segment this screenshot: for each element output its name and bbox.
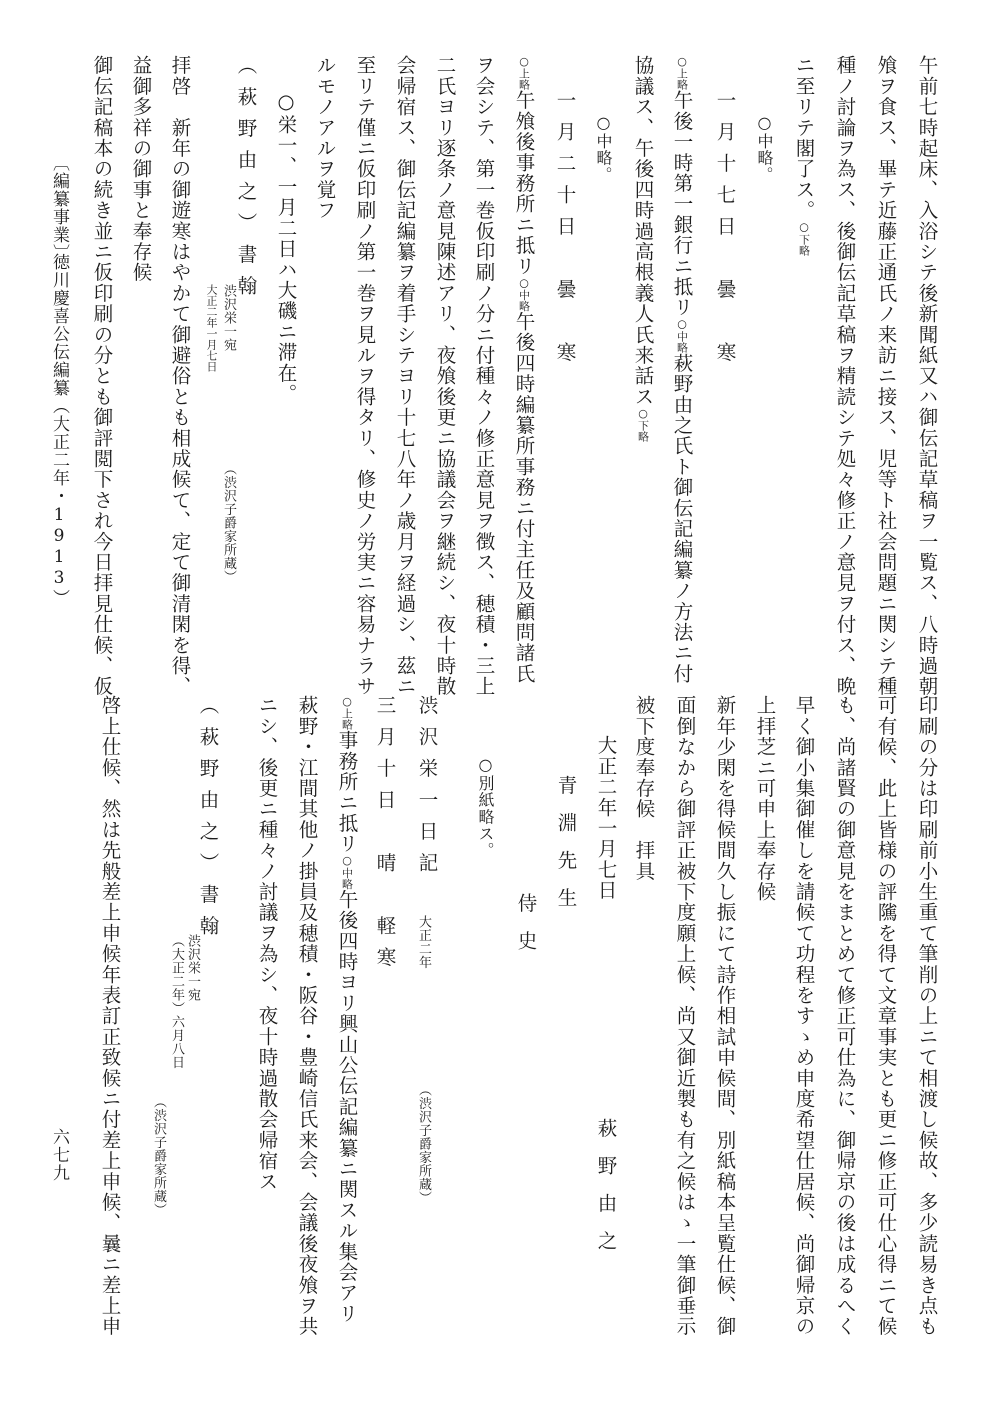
diary-year: 大正二年 [416,915,431,969]
text-column: 御伝記稿本の続き並ニ仮印刷の分とも御評閲下され今日拝見仕候、仮 [90,55,114,697]
omission-mark: ○上略 [340,695,354,730]
text-column: 可有候、此上皆様の評隲を得て文章事実とも更ニ修正可仕心得ニて候 [874,695,898,1337]
letter-honorific: 侍史 [514,893,538,968]
omission-mark: ○中略 [340,854,354,890]
text-column: も、尚諸賢の御意見をまとめて修正可仕為に、御帰京の後は成るへく [833,695,857,1337]
text-column: 早く御小集御催しを請候て功程をすゝめ申度希望仕居候、尚御帰京の [792,695,816,1337]
text-column: 面倒なから御評正被下度願上候、尚又御近製も有之候はゝ一筆御垂示 [673,695,697,1337]
letter-heading: （萩野由之）書翰 [234,55,258,307]
text-column [672,55,692,684]
running-header-section: 〔編纂事業〕 [49,154,69,262]
letter-date-line: 大正二年一月七日 [594,735,618,901]
text-column: 飧ヲ食ス、畢テ近藤正通氏ノ来訪ニ接ス、児等ト社会問題ニ関シテ種 [874,55,898,697]
text-column: 被下度奉存候 拝具 [632,695,656,882]
text-column: 益御多祥の御事と奉存候 [129,55,153,283]
text-column [514,55,534,684]
text-fragment: 事務所ニ抵リ [335,730,359,855]
omission-mark: ○下略 [797,220,811,256]
text-fragment: 午後四時ヨリ興山公伝記編纂ニ関スル集会アリ [335,889,359,1324]
text-column: ヲ会シテ、第一巻仮印刷ノ分ニ付種々ノ修正意見ヲ徴ス、穂積・三上 [472,55,496,697]
text-fragment: 萩野由之氏ト御伝記編纂ノ方法ニ付 [670,352,694,684]
text-column [337,695,357,1324]
text-column: 印刷の分は印刷前小生重て筆削の上ニて相渡し候故、多少読易き点も [915,695,939,1337]
text-column: 新年少閑を得候間久し振にて詩作相試申候間、別紙稿本呈覧仕候、御 [713,695,737,1337]
text-column: 種ノ討論ヲ為ス、後御伝記草稿ヲ精読シテ処々修正ノ意見ヲ付ス、晩 [833,55,857,697]
note-line: ○栄一、一月二日ハ大磯ニ滞在。 [274,90,298,404]
text-column: 啓上仕候、然は先般差上申候年表訂正致候ニ付差上申候、曩ニ差上申 [98,695,122,1337]
letter-sender: 渋沢栄一宛 [221,284,236,352]
omission-line: ○中略。 [755,113,774,184]
letter-signer: 萩野由之 [594,1118,618,1268]
date-heading: 一月二十日 曇 寒 [553,90,577,374]
letter-addressee: 青淵先生 [554,775,578,925]
letter-sender: 渋沢栄一宛 [185,934,200,1002]
text-column: 萩野・江間其他ノ掛員及穂積・阪谷・豊崎信氏来会、会議後夜飧ヲ共 [295,695,319,1337]
text-fragment: 午後一時第一銀行ニ抵リ [670,90,694,318]
omission-mark: ○上略 [675,55,689,90]
omission-mark: ○中略 [675,317,689,353]
text-column [633,55,653,442]
omission-mark: ○中略 [517,276,531,312]
text-column: 午前七時起床、入浴シテ後新聞紙又ハ御伝記草稿ヲ一覧ス、八時過朝 [915,55,939,697]
letter-heading: （萩野由之）書翰 [196,695,220,947]
text-column: 至リテ僅ニ仮印刷ノ第一巻ヲ見ルヲ得タリ、修史ノ労実ニ容易ナラサ [353,55,377,697]
text-column: 上拝芝ニ可申上奉存候 [753,695,777,902]
omission-line: ○別紙略ス。 [476,755,495,859]
text-column [794,55,814,256]
omission-line: ○中略。 [594,113,613,184]
running-header-title: 徳川慶喜公伝編纂（大正二年・1913） [49,253,69,607]
diary-title: 渋沢栄一日記 [415,695,439,884]
text-fragment: ニ至リテ閣了ス。 [792,55,816,221]
date-heading: 一月十七日 曇 寒 [713,90,737,374]
date-heading: 三月十日 晴 軽寒 [373,695,397,979]
source-note: （渋沢子爵家所蔵） [221,462,236,584]
text-fragment: 協議ス、午後四時過高根義人氏来話ス [631,55,655,407]
text-fragment: 午後四時編纂所事務ニ付主任及顧問諸氏 [512,311,536,684]
source-note: （渋沢子爵家所蔵） [416,1083,431,1205]
text-column: 拝啓 新年の御遊寒はやかて御避俗とも相成候て、定て御清閑を得、 [168,55,192,697]
page-number: 六七九 [49,1128,69,1182]
omission-mark: ○下略 [636,406,650,442]
letter-date: （大正二年）六月八日 [169,934,184,1069]
text-column: 会帰宿ス、御伝記編纂ヲ着手シテヨリ十七八年ノ歳月ヲ経過シ、茲ニ [393,55,417,697]
text-column: ルモノアルヲ覚フ [313,55,337,221]
text-column: ニシ、後更ニ種々ノ討議ヲ為シ、夜十時過散会帰宿ス [255,695,279,1192]
source-note: （渋沢子爵家所蔵） [151,1095,166,1217]
text-column: 二氏ヨリ逐条ノ意見陳述アリ、夜飧後更ニ協議会ヲ継続シ、夜十時散 [433,55,457,697]
text-fragment: 午飧後事務所ニ抵リ [512,90,536,277]
letter-date: 大正二年一月七日 [205,284,218,372]
omission-mark: ○上略 [517,55,531,90]
